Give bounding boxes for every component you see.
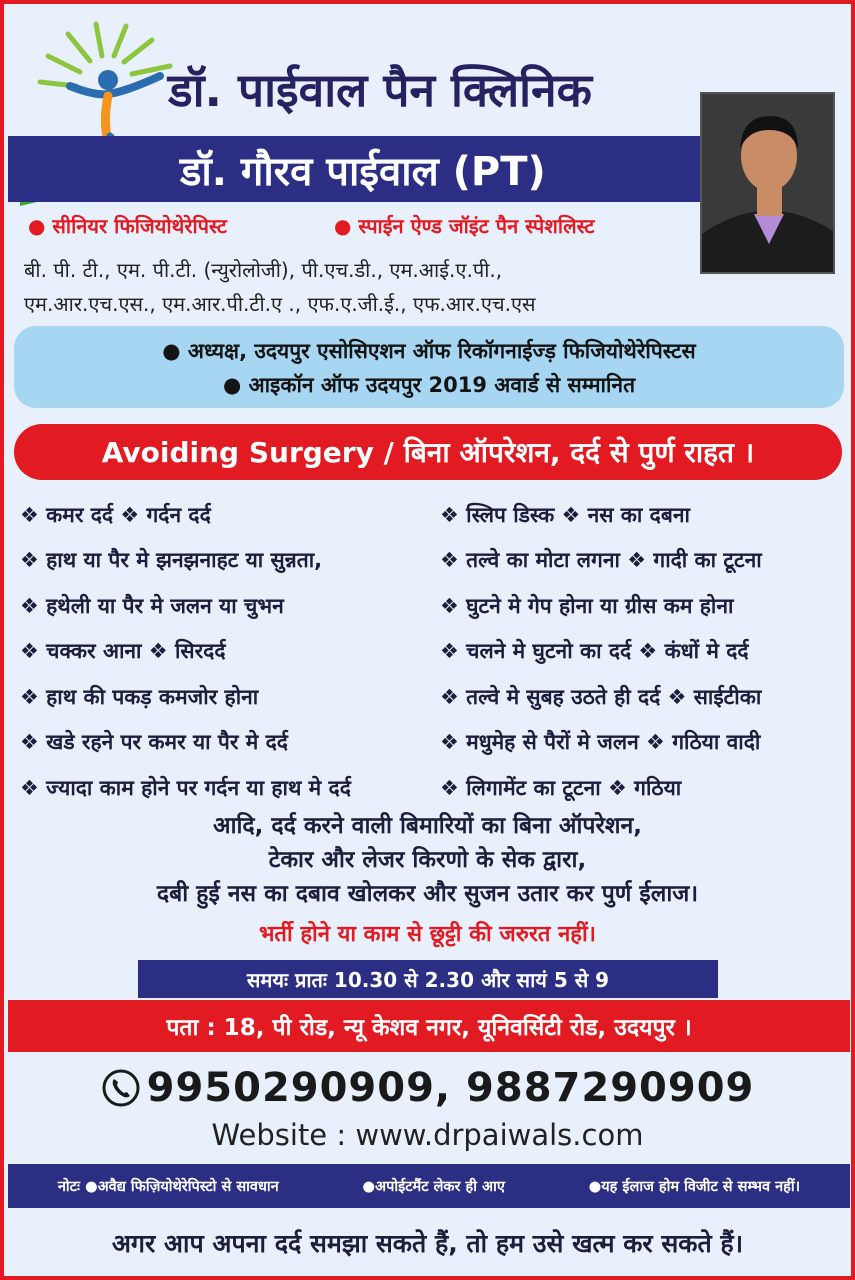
list-item: ❖ मधुमेह से पैरों मे जलन ❖ गठिया वादी (440, 730, 761, 755)
list-item: ❖ कमर दर्द ❖ गर्दन दर्द (20, 502, 211, 527)
list-item: ❖ खडे रहने पर कमर या पैर मे दर्द (20, 730, 288, 755)
list-item: ❖ ज्यादा काम होने पर गर्दन या हाथ मे दर्द (20, 775, 351, 800)
qualifications-line-1: बी. पी. टी., एम. पी.टी. (न्युरोलोजी), पी.एच.डी., एम.आई.ए.पी., (24, 258, 503, 282)
list-item: ❖ लिगामेंट का टूटना ❖ गठिया (440, 775, 682, 800)
timing-band: समयः प्रातः 10.30 से 2.30 और सायं 5 से 9 (138, 960, 718, 998)
doctor-name: डॉ. गौरव पाईवाल (PT) (180, 148, 546, 195)
headline-banner: Avoiding Surgery / बिना ऑपरेशन, दर्द से पुर्ण राहत । (14, 424, 842, 480)
honors-box (14, 326, 844, 408)
phone-icon (101, 1068, 141, 1108)
phone-numbers: 9950290909, 9887290909 (146, 1065, 755, 1111)
list-item: ❖ चक्कर आना ❖ सिरदर्द (20, 639, 226, 664)
doctor-photo (700, 92, 835, 274)
note-1: नोटः ●अवैद्य फिज़ियोथेरेपिस्टो से सावधान (57, 1179, 279, 1195)
treatment-line-1: आदि, दर्द करने वाली बिमारियों का बिना ऑपरेशन, (212, 813, 643, 839)
phone-row (0, 1058, 855, 1118)
list-item: ❖ स्लिप डिस्क ❖ नस का दबना (440, 502, 690, 527)
list-item: ❖ घुटने मे गेप होना या ग्रीस कम होना (440, 593, 734, 618)
list-item: ❖ हथेली या पैर मे जलन या चुभन (20, 593, 284, 618)
conditions-left-list (20, 492, 351, 811)
doctor-name-band (8, 136, 700, 202)
list-item: ❖ हाथ की पकड़ कमजोर होना (20, 684, 259, 709)
honor-1: ● अध्यक्ष, उदयपुर एसोसिएशन ऑफ रिकॉगनाईज्ड़ फिजियोथेरेपिस्टस (162, 339, 696, 363)
honor-2: ● आइकॉन ऑफ उदयपुर 2019 अवार्ड से सम्मानित (222, 373, 636, 397)
note-3: ●यह ईलाज होम विजीट से सम्भव नहीं। (588, 1179, 801, 1195)
note-2: ●अपोईटमैंट लेकर ही आए (362, 1179, 505, 1195)
tagline: अगर आप अपना दर्द समझा सकते हैं, तो हम उसे खत्म कर सकते हैं। (111, 1229, 744, 1258)
specialty-2: ● स्पाईन ऐण्ड जॉइंट पैन स्पेशलिस्ट (334, 214, 595, 238)
clinic-name: डॉ. पाईवाल पैन क्लिनिक (168, 63, 592, 117)
website: Website : www.drpaiwals.com (211, 1118, 644, 1152)
list-item: ❖ तल्वे मे सुबह उठते ही दर्द ❖ साईटीका (440, 684, 762, 709)
list-item: ❖ चलने मे घुटनो का दर्द ❖ कंधों मे दर्द (440, 639, 749, 664)
conditions-right-list (440, 492, 762, 811)
doctor-portrait-icon (702, 94, 835, 274)
treatment-line-3: दबी हुई नस का दबाव खोलकर और सुजन उतार कर पुर्ण ईलाज। (156, 881, 699, 907)
specialty-1: ● सीनियर फिजियोथेरेपिस्ट (28, 214, 227, 238)
address-band: पता : 18, पी रोड, न्यू केशव नगर, यूनिवर्सिटी रोड, उदयपुर । (8, 1000, 850, 1052)
treatment-line-2: टेकार और लेजर किरणो के सेक द्वारा, (268, 847, 587, 873)
qualifications-line-2: एम.आर.एच.एस., एम.आर.पी.टी.ए ., एफ.ए.जी.ई., एफ.आर.एच.एस (24, 292, 536, 316)
notes-band (8, 1164, 850, 1208)
list-item: ❖ तल्वे का मोटा लगना ❖ गादी का टूटना (440, 548, 762, 573)
no-admission-note: भर्ती होने या काम से छूट्टी की जरुरत नहीं। (258, 922, 597, 947)
list-item: ❖ हाथ या पैर मे झनझनाहट या सुन्नता, (20, 548, 323, 573)
